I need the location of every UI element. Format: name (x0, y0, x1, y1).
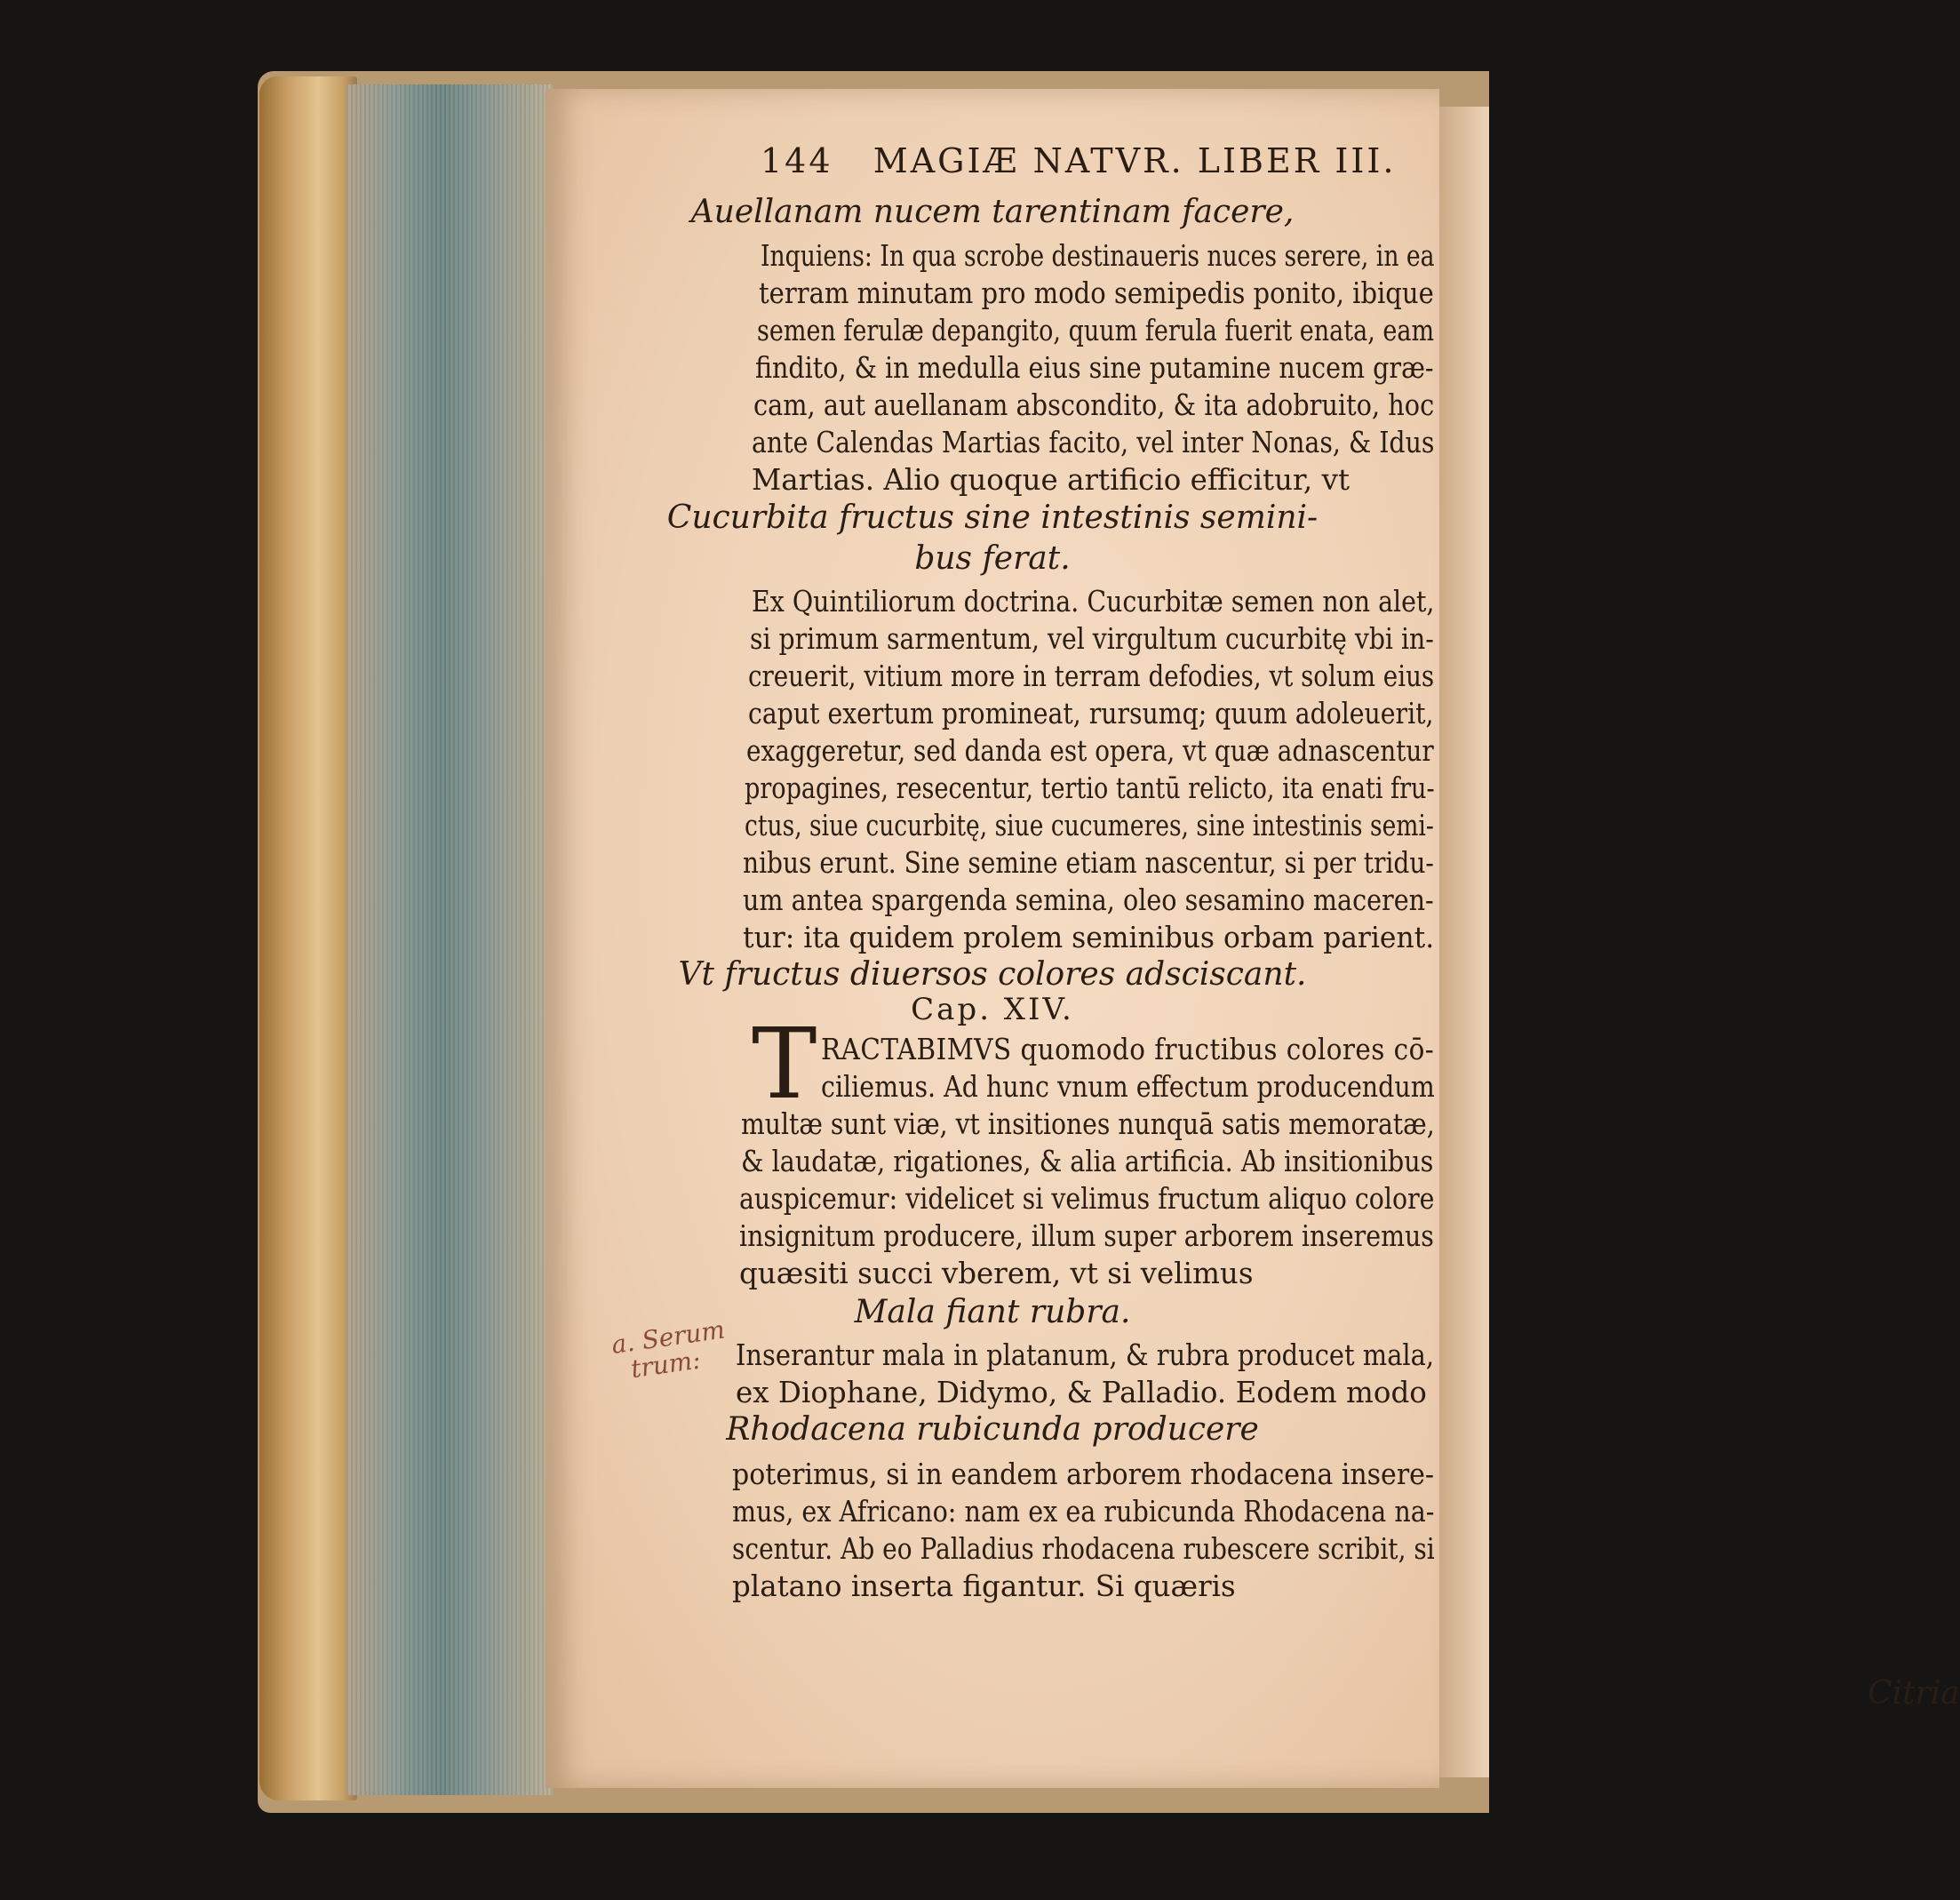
text-line: si primum sarmentum, vel virgultum cucurbitę vbi in- (750, 622, 1434, 656)
text-line: poterimus, si in eandem arborem rhodacena insere- (732, 1457, 1435, 1491)
text-line: & laudatæ, rigationes, & alia artificia. Ab insitionibus (741, 1145, 1434, 1178)
text-line: semen ferulæ depangito, quum ferula fuerit enata, eam (757, 314, 1435, 347)
section-title-4: Mala fiant rubra. (854, 1294, 1131, 1330)
page-edges (347, 84, 553, 1795)
text-line: ex Diophane, Didymo, & Palladio. Eodem modo (736, 1376, 1427, 1409)
book-page (546, 89, 1960, 1788)
text-line: terram minutam pro modo semipedis ponito, ibique (759, 276, 1434, 310)
section-title-3: Vt fructus diuersos colores adsciscant. (678, 956, 1307, 993)
section-title-2-cont: bus ferat. (914, 540, 1071, 577)
section-title-5: Rhodacena rubicunda producere (726, 1411, 1259, 1448)
text-line: platano inserta figantur. Si quæris (732, 1569, 1236, 1603)
section-title-1: Auellanam nucem tarentinam facere, (690, 194, 1295, 230)
catchword: Citria (1868, 1675, 1960, 1712)
text-line: nibus erunt. Sine semine etiam nascentur, si per tridu- (743, 846, 1434, 880)
text-line: findito, & in medulla eius sine putamine nucem græ- (755, 351, 1434, 385)
text-line: quæsiti succi vberem, vt si velimus (739, 1257, 1254, 1290)
text-line: scentur. Ab eo Palladius rhodacena rubescere scribit, si (732, 1532, 1435, 1566)
text-line: auspicemur: videlicet si velimus fructum aliquo colore (739, 1182, 1435, 1216)
text-line: ctus, siue cucurbitę, siue cucumeres, sine intestinis semi- (745, 809, 1434, 842)
running-title: MAGIÆ NATVR. LIBER III. (872, 141, 1397, 180)
text-line: exaggeretur, sed danda est opera, vt quæ adnascentur (746, 734, 1434, 768)
text-line: insignitum producere, illum super arborem inseremus (739, 1219, 1434, 1253)
marginal-handwritten-note: a. Serum trum: (610, 1314, 727, 1386)
running-header (761, 141, 1436, 180)
facing-page-edge (1436, 107, 1489, 1777)
text-line: caput exertum promineat, rursumq; quum adoleuerit, (748, 697, 1434, 730)
text-line: tur: ita quidem prolem seminibus orbam parient. (743, 921, 1435, 954)
text-line: Ex Quintiliorum doctrina. Cucurbitæ semen non alet, (752, 585, 1435, 619)
text-line: Inquiens: In qua scrobe destinaueris nuces serere, in ea (761, 239, 1435, 273)
text-line: RACTABIMVS quomodo fructibus colores cō- (821, 1033, 1435, 1066)
text-line: Inserantur mala in platanum, & rubra producet mala, (736, 1338, 1435, 1372)
text-line: multæ sunt viæ, vt insitiones nunquā satis memoratæ, (741, 1107, 1435, 1141)
page-text (546, 89, 1960, 1788)
text-line: um antea spargenda semina, oleo sesamino maceren- (743, 883, 1434, 917)
text-line: Martias. Alio quoque artificio efficitur, vt (752, 463, 1350, 497)
text-line: ciliemus. Ad hunc vnum effectum producendum (821, 1070, 1435, 1104)
text-line: propagines, resecentur, tertio tantū relicto, ita enati fru- (745, 771, 1435, 805)
text-line: ante Calendas Martias facito, vel inter Nonas, & Idus (752, 426, 1435, 459)
page-number: 144 (761, 141, 833, 180)
text-line: mus, ex Africano: nam ex ea rubicunda Rhodacena na- (732, 1495, 1435, 1529)
chapter-heading: Cap. XIV. (911, 992, 1074, 1027)
text-line: cam, aut auellanam abscondito, & ita adobruito, hoc (753, 388, 1435, 422)
text-line: creuerit, vitium more in terram defodies, vt solum eius (748, 659, 1435, 693)
drop-cap: T (752, 1007, 817, 1121)
book-spine (259, 76, 357, 1800)
section-title-2: Cucurbita fructus sine intestinis semini- (666, 499, 1319, 536)
